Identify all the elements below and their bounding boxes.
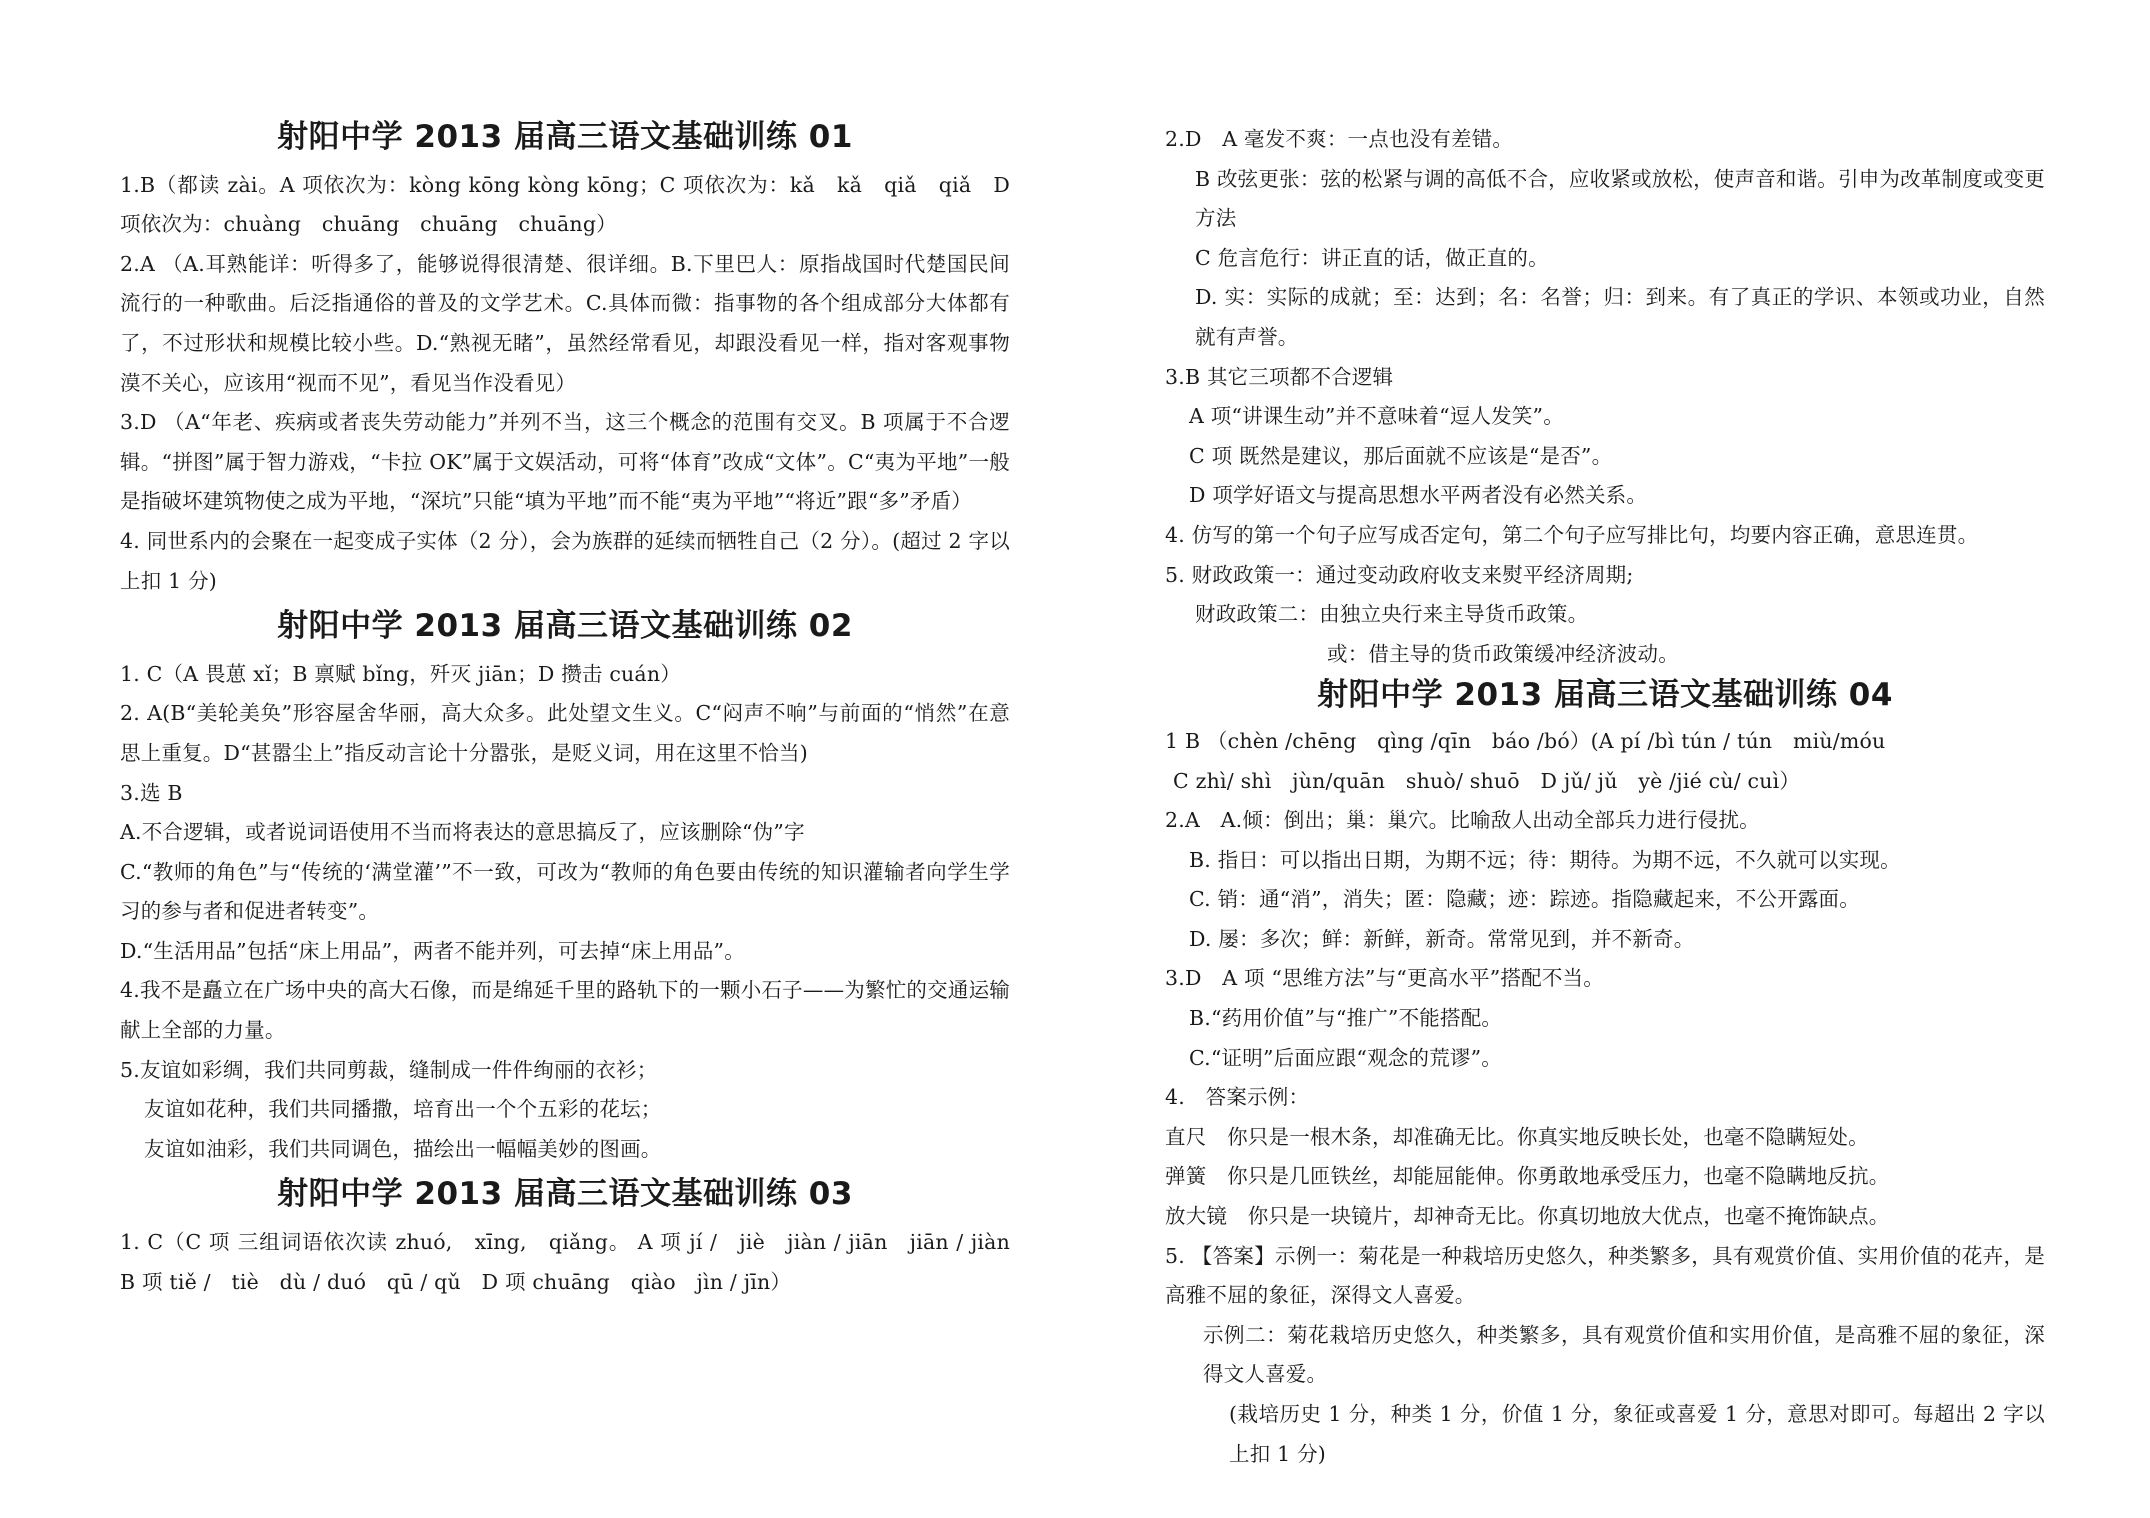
answer-04-4b: 弹簧 你只是几匝铁丝，却能屈能伸。你勇敢地承受压力，也毫不隐瞒地反抗。 [1165,1164,1890,1189]
right-column [1165,0,2045,1474]
answer-04-3: 3.D A 项 “思维方法”与“更高水平”搭配不当。 [1165,966,1604,991]
answer-04-5: 5. 【答案】示例一：菊花是一种栽培历史悠久，种类繁多，具有观赏价值、实用价值的花卉，是高雅不屈的象征，深得文人喜爱。 [1165,1243,2045,1308]
answer-04-2: 2.A A.倾：倒出；巢：巢穴。比喻敌人出动全部兵力进行侵扰。 [1165,808,1760,833]
answer-04-2b: B. 指日：可以指出日期，为期不远；待：期待。为期不远，不久就可以实现。 [1189,847,1901,872]
section-title-01: 射阳中学 2013 届高三语文基础训练 01 [277,119,853,155]
answer-04-2c: C. 销：通“消”，消失；匿：隐藏；迹：踪迹。指隐藏起来，不公开露面。 [1189,887,1860,912]
answer-04-5c: (栽培历史 1 分，种类 1 分，价值 1 分，象征或喜爱 1 分，意思对即可。每超出 2 字以上扣 1 分) [1229,1402,2045,1466]
answer-03-5: 5. 财政政策一：通过变动政府收支来熨平经济周期; [1165,562,1634,587]
answer-02-3: 3.选 B [120,780,183,805]
answer-02-5b: 友谊如花种，我们共同播撒，培育出一个个五彩的花坛； [144,1097,662,1122]
answer-04-4a: 直尺 你只是一根木条，却准确无比。你真实地反映长处，也毫不隐瞒短处。 [1165,1124,1869,1149]
answer-03-5b: 财政政策二：由独立央行来主导货币政策。 [1195,602,1589,627]
answer-04-4c: 放大镜 你只是一块镜片，却神奇无比。你真切地放大优点，也毫不掩饰缺点。 [1165,1204,1890,1229]
answer-03-2b: B 改弦更张：弦的松紧与调的高低不合，应收紧或放松，使声音和谐。引申为改革制度或变更方法 [1195,166,2045,231]
answer-04-1b: C zhì/ shì jùn/quān shuò/ shuō D jǔ/ jǔ yè /jié cù/ cuì） [1173,768,1801,793]
section-title-02: 射阳中学 2013 届高三语文基础训练 02 [277,608,853,645]
answer-03-4: 4. 仿写的第一个句子应写成否定句，第二个句子应写排比句，均要内容正确，意思连贯。 [1165,522,1979,547]
section-title-04: 射阳中学 2013 届高三语文基础训练 04 [1317,677,1893,714]
answer-01-2: 2.A （A.耳熟能详：听得多了，能够说得很清楚、很详细。B.下里巴人：原指战国时代楚国民间流行的一种歌曲。后泛指通俗的普及的文学艺术。C.具体而微：指事物的各个组成部分大体都有了，不过形状和规模比较小些。D.“熟视无睹”，虽然经常看见，却跟没看见一样，指对客观事物漠不关心，应该用“视而不见”，看见当作没看见） [120,251,1010,395]
answer-03-2d: D. 实：实际的成就；至：达到；名：名誉；归：到来。有了真正的学识、本领或功业，自然就有声誉。 [1195,285,2045,349]
answer-04-5b: 示例二：菊花栽培历史悠久，种类繁多，具有观赏价值和实用价值，是高雅不屈的象征，深得文人喜爱。 [1203,1322,2045,1387]
answer-01-1: 1.B（都读 zài。A 项依次为：kòng kōng kòng kōng；C 项依次为：kǎ kǎ qiǎ qiǎ D 项依次为：chuàng chuāng chuāng chuāng） [120,172,1010,237]
answer-04-1: 1 B （chèn /chēng qìng /qīn báo /bó）(A pí /bì tún / tún miù/móu [1165,728,1886,753]
answer-04-4: 4. 答案示例： [1165,1085,1310,1110]
left-column [120,0,1031,1302]
answer-03-2c: C 危言危行：讲正直的话，做正直的。 [1195,245,1549,270]
answer-01-3: 3.D （A“年老、疾病或者丧失劳动能力”并列不当，这三个概念的范围有交叉。B 项属于不合逻辑。“拼图”属于智力游戏，“卡拉 OK”属于文娱活动，可将“体育”改成“文体”。C“夷为平地”一般是指破坏建筑物使之成为平地，“深坑”只能“填为平地”而不能“夷为平地”“将近”跟“多”矛盾） [120,410,1010,514]
answer-02-3a: A.不合逻辑，或者说词语使用不当而将表达的意思搞反了，应该删除“伪”字 [120,820,805,845]
answer-02-1: 1. C（A 畏葸 xǐ；B 禀赋 bǐng，歼灭 jiān；D 攒击 cuán） [120,661,681,686]
section-title-03: 射阳中学 2013 届高三语文基础训练 03 [277,1176,853,1213]
answer-02-5c: 友谊如油彩，我们共同调色，描绘出一幅幅美妙的图画。 [144,1136,662,1161]
answer-02-3c: C.“教师的角色”与“传统的‘满堂灌’”不一致，可改为“教师的角色要由传统的知识灌输者向学生学习的参与者和促进者转变”。 [120,859,1010,924]
answer-03-3: 3.B 其它三项都不合逻辑 [1165,364,1394,389]
answer-03-5c: 或：借主导的货币政策缓冲经济波动。 [1327,641,1679,666]
answer-02-4: 4.我不是矗立在广场中央的高大石像，而是绵延千里的路轨下的一颗小石子——为繁忙的交通运输献上全部的力量。 [120,978,1010,1043]
answer-03-3c: C 项 既然是建议，那后面就不应该是“是否”。 [1189,443,1613,468]
answer-03-3a: A 项“讲课生动”并不意味着“逗人发笑”。 [1189,404,1564,429]
answer-04-3c: C.“证明”后面应跟“观念的荒谬”。 [1189,1045,1502,1070]
answer-03-2: 2.D A 毫发不爽：一点也没有差错。 [1165,127,1514,151]
answer-04-3b: B.“药用价值”与“推广”不能搭配。 [1189,1006,1503,1031]
answer-02-2: 2. A(B“美轮美奂”形容屋舍华丽，高大众多。此处望文生义。C“闷声不响”与前面的“悄然”在意思上重复。D“甚嚣尘上”指反动言论十分嚣张，是贬义词，用在这里不恰当) [120,701,1010,765]
answer-03-1: 1. C（C 项 三组词语依次读 zhuó, xīng, qiǎng。 A 项 jí / jiè jiàn / jiān jiān / jiàn B 项 tiě / tiè dù / duó qū / qǔ D 项 chuāng qiào jìn / jīn） [120,1230,1031,1294]
answer-02-3d: D.“生活用品”包括“床上用品”，两者不能并列，可去掉“床上用品”。 [120,938,745,963]
answer-03-3d: D 项学好语文与提高思想水平两者没有必然关系。 [1189,483,1648,508]
answer-02-5: 5.友谊如彩绸，我们共同剪裁，缝制成一件件绚丽的衣衫； [120,1057,658,1082]
answer-01-4: 4. 同世系内的会聚在一起变成子实体（2 分），会为族群的延续而牺牲自己（2 分）。(超过 2 字以上扣 1 分) [120,528,1010,593]
answer-04-2d: D. 屡：多次；鲜：新鲜，新奇。常常见到，并不新奇。 [1189,926,1695,951]
